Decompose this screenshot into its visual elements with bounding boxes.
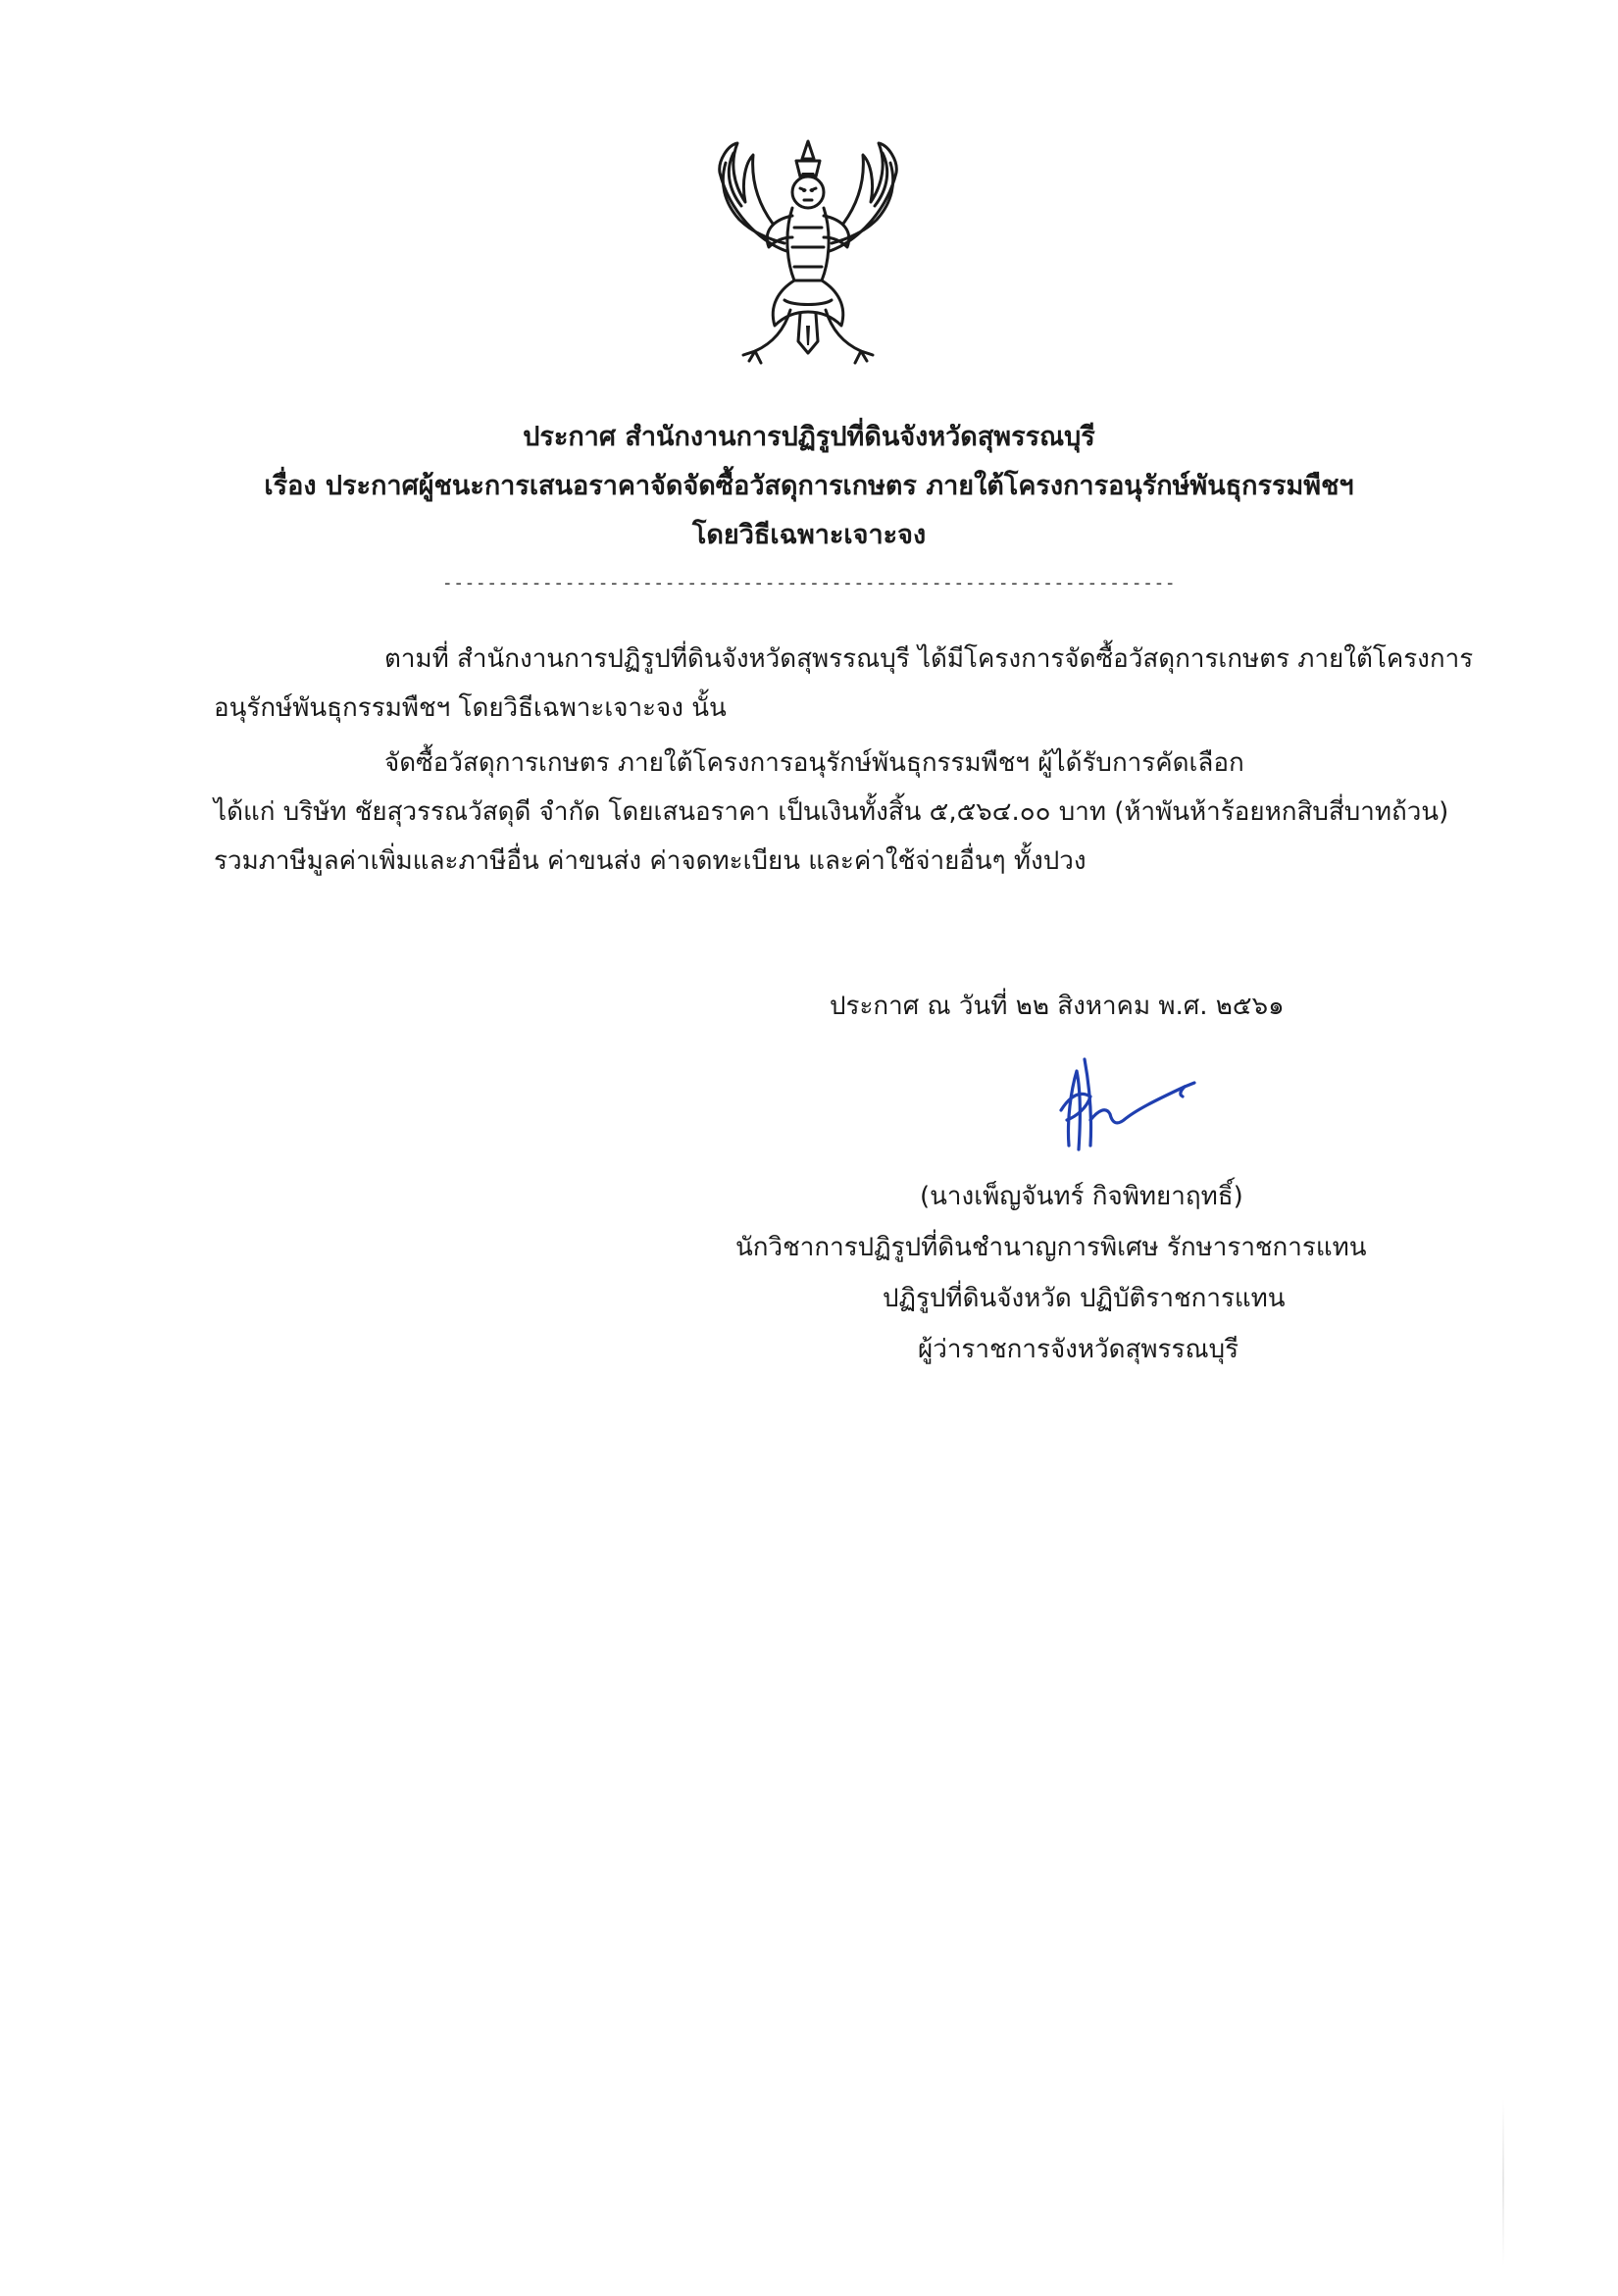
scan-artifact bbox=[1502, 2099, 1504, 2266]
announcement-date: ประกาศ ณ วันที่ ๒๒ สิงหาคม พ.ศ. ๒๕๖๑ bbox=[830, 992, 1285, 1021]
signatory-name: (นางเพ็ญจันทร์ กิจพิทยาฤทธิ์) bbox=[920, 1182, 1243, 1211]
paragraph-2-line-2: ได้แก่ บริษัท ชัยสุวรรณวัสดุดี จำกัด โดยเสนอราคา เป็นเงินทั้งสิ้น ๕,๕๖๔.๐๐ บาท (ห้าพันห้าร้อยหกสิบสี่บาทถ้วน) bbox=[214, 797, 1449, 827]
handwritten-signature-icon bbox=[1047, 1051, 1200, 1157]
announcement-subject: เรื่อง ประกาศผู้ชนะการเสนอราคาจัดจัดซื้อวัสดุการเกษตร ภายใต้โครงการอนุรักษ์พันธุกรรมพืชฯ bbox=[264, 471, 1354, 501]
paragraph-2-line-1: จัดซื้อวัสดุการเกษตร ภายใต้โครงการอนุรักษ์พันธุกรรมพืชฯ ผู้ได้รับการคัดเลือก bbox=[384, 748, 1244, 778]
signatory-title-1: นักวิชาการปฏิรูปที่ดินชำนาญการพิเศษ รักษาราชการแทน bbox=[735, 1233, 1367, 1262]
paragraph-1-line-1: ตามที่ สำนักงานการปฏิรูปที่ดินจังหวัดสุพรรณบุรี ได้มีโครงการจัดซื้อวัสดุการเกษตร ภายใต้โครงการ bbox=[384, 644, 1474, 674]
signatory-title-2: ปฏิรูปที่ดินจังหวัด ปฏิบัติราชการแทน bbox=[883, 1284, 1286, 1313]
announcement-method: โดยวิธีเฉพาะเจาะจง bbox=[691, 520, 927, 550]
garuda-emblem-icon bbox=[690, 133, 926, 379]
signatory-title-3: ผู้ว่าราชการจังหวัดสุพรรณบุรี bbox=[918, 1335, 1239, 1364]
paragraph-1-line-2: อนุรักษ์พันธุกรรมพืชฯ โดยวิธีเฉพาะเจาะจง นั้น bbox=[214, 693, 727, 723]
divider-line: ------------------------------------------------------------------ bbox=[441, 573, 1177, 593]
paragraph-2-line-3: รวมภาษีมูลค่าเพิ่มและภาษีอื่น ค่าขนส่ง ค่าจดทะเบียน และค่าใช้จ่ายอื่นๆ ทั้งปวง bbox=[214, 846, 1087, 876]
announcement-title: ประกาศ สำนักงานการปฏิรูปที่ดินจังหวัดสุพรรณบุรี bbox=[523, 422, 1095, 452]
